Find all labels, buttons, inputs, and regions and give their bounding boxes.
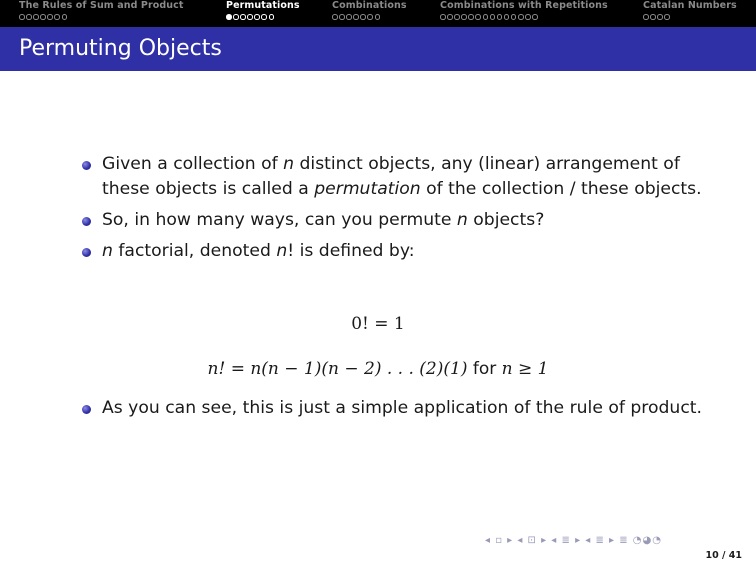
slide-title: Permuting Objects	[19, 36, 222, 61]
equation-n-factorial	[0, 359, 756, 379]
nav-frame-dot[interactable]	[40, 14, 46, 20]
nav-frame-dot[interactable]	[226, 14, 232, 20]
nav-frame-dot[interactable]	[454, 14, 460, 20]
nav-frame-dot[interactable]	[447, 14, 453, 20]
nav-frame-dot[interactable]	[657, 14, 663, 20]
nav-frame-dot[interactable]	[33, 14, 39, 20]
nav-frame-dot[interactable]	[332, 14, 338, 20]
nav-frame-dot[interactable]	[367, 14, 373, 20]
nav-frame-dot[interactable]	[360, 14, 366, 20]
nav-frame-dot[interactable]	[339, 14, 345, 20]
nav-frame-dot[interactable]	[518, 14, 524, 20]
nav-frame-dot[interactable]	[490, 14, 496, 20]
nav-section-dots	[643, 14, 671, 22]
equation-condition: n ≥ 1	[501, 359, 549, 379]
nav-frame-dot[interactable]	[254, 14, 260, 20]
nav-frame-dot[interactable]	[468, 14, 474, 20]
equation-lhs: n! = n(n − 1)(n − 2) . . . (2)(1)	[207, 359, 468, 379]
nav-frame-dot[interactable]	[47, 14, 53, 20]
nav-frame-dot[interactable]	[26, 14, 32, 20]
nav-section-dots	[226, 14, 276, 22]
bullet-item-permutation-definition	[82, 152, 702, 202]
nav-frame-dot[interactable]	[19, 14, 25, 20]
nav-frame-dot[interactable]	[475, 14, 481, 20]
section-navigation-bar	[0, 0, 756, 27]
nav-frame-dot[interactable]	[269, 14, 275, 20]
beamer-navigation-symbols[interactable]: ◂ ▫ ▸ ◂ ⊡ ▸ ◂ ≣ ▸ ◂ ≣ ▸ ≣ ◔◕◔	[485, 535, 662, 546]
nav-section-dots	[332, 14, 382, 22]
nav-section-label[interactable]: Permutations	[226, 0, 300, 11]
nav-frame-dot[interactable]	[261, 14, 267, 20]
nav-frame-dot[interactable]	[650, 14, 656, 20]
equation-connector: for	[467, 359, 502, 379]
nav-section-dots	[440, 14, 539, 22]
nav-frame-dot[interactable]	[532, 14, 538, 20]
nav-frame-dot[interactable]	[461, 14, 467, 20]
nav-frame-dot[interactable]	[643, 14, 649, 20]
nav-section-dots	[19, 14, 69, 22]
slide-body-lower	[82, 396, 702, 421]
bullet-item-rule-of-product	[82, 396, 702, 421]
nav-frame-dot[interactable]	[233, 14, 239, 20]
nav-frame-dot[interactable]	[497, 14, 503, 20]
bullet-text: n factorial, denoted n! is defined by:	[102, 241, 415, 261]
bullet-text: Given a collection of n distinct objects, any (linear) arrangement of these objects is called a permutation of the collection / these objects.	[102, 154, 702, 199]
nav-frame-dot[interactable]	[247, 14, 253, 20]
nav-frame-dot[interactable]	[240, 14, 246, 20]
nav-frame-dot[interactable]	[504, 14, 510, 20]
bullet-icon	[82, 217, 91, 226]
bullet-item-factorial-definition	[82, 239, 702, 264]
nav-frame-dot[interactable]	[440, 14, 446, 20]
bullet-icon	[82, 405, 91, 414]
nav-frame-dot[interactable]	[62, 14, 68, 20]
page-number: 10 / 41	[705, 550, 742, 561]
bullet-item-question	[82, 208, 702, 233]
nav-section-label[interactable]: The Rules of Sum and Product	[19, 0, 184, 11]
nav-section-label[interactable]: Catalan Numbers	[643, 0, 737, 11]
slide-body	[82, 152, 702, 264]
nav-frame-dot[interactable]	[664, 14, 670, 20]
nav-frame-dot[interactable]	[353, 14, 359, 20]
nav-frame-dot[interactable]	[375, 14, 381, 20]
nav-frame-dot[interactable]	[483, 14, 489, 20]
bullet-icon	[82, 248, 91, 257]
nav-frame-dot[interactable]	[54, 14, 60, 20]
bullet-icon	[82, 161, 91, 170]
nav-frame-dot[interactable]	[346, 14, 352, 20]
bullet-text: As you can see, this is just a simple application of the rule of product.	[102, 398, 702, 418]
title-bar	[0, 27, 756, 71]
nav-frame-dot[interactable]	[511, 14, 517, 20]
nav-section-label[interactable]: Combinations	[332, 0, 407, 11]
equation-zero-factorial: 0! = 1	[351, 314, 405, 334]
bullet-text: So, in how many ways, can you permute n objects?	[102, 210, 545, 230]
nav-section-label[interactable]: Combinations with Repetitions	[440, 0, 608, 11]
nav-frame-dot[interactable]	[525, 14, 531, 20]
